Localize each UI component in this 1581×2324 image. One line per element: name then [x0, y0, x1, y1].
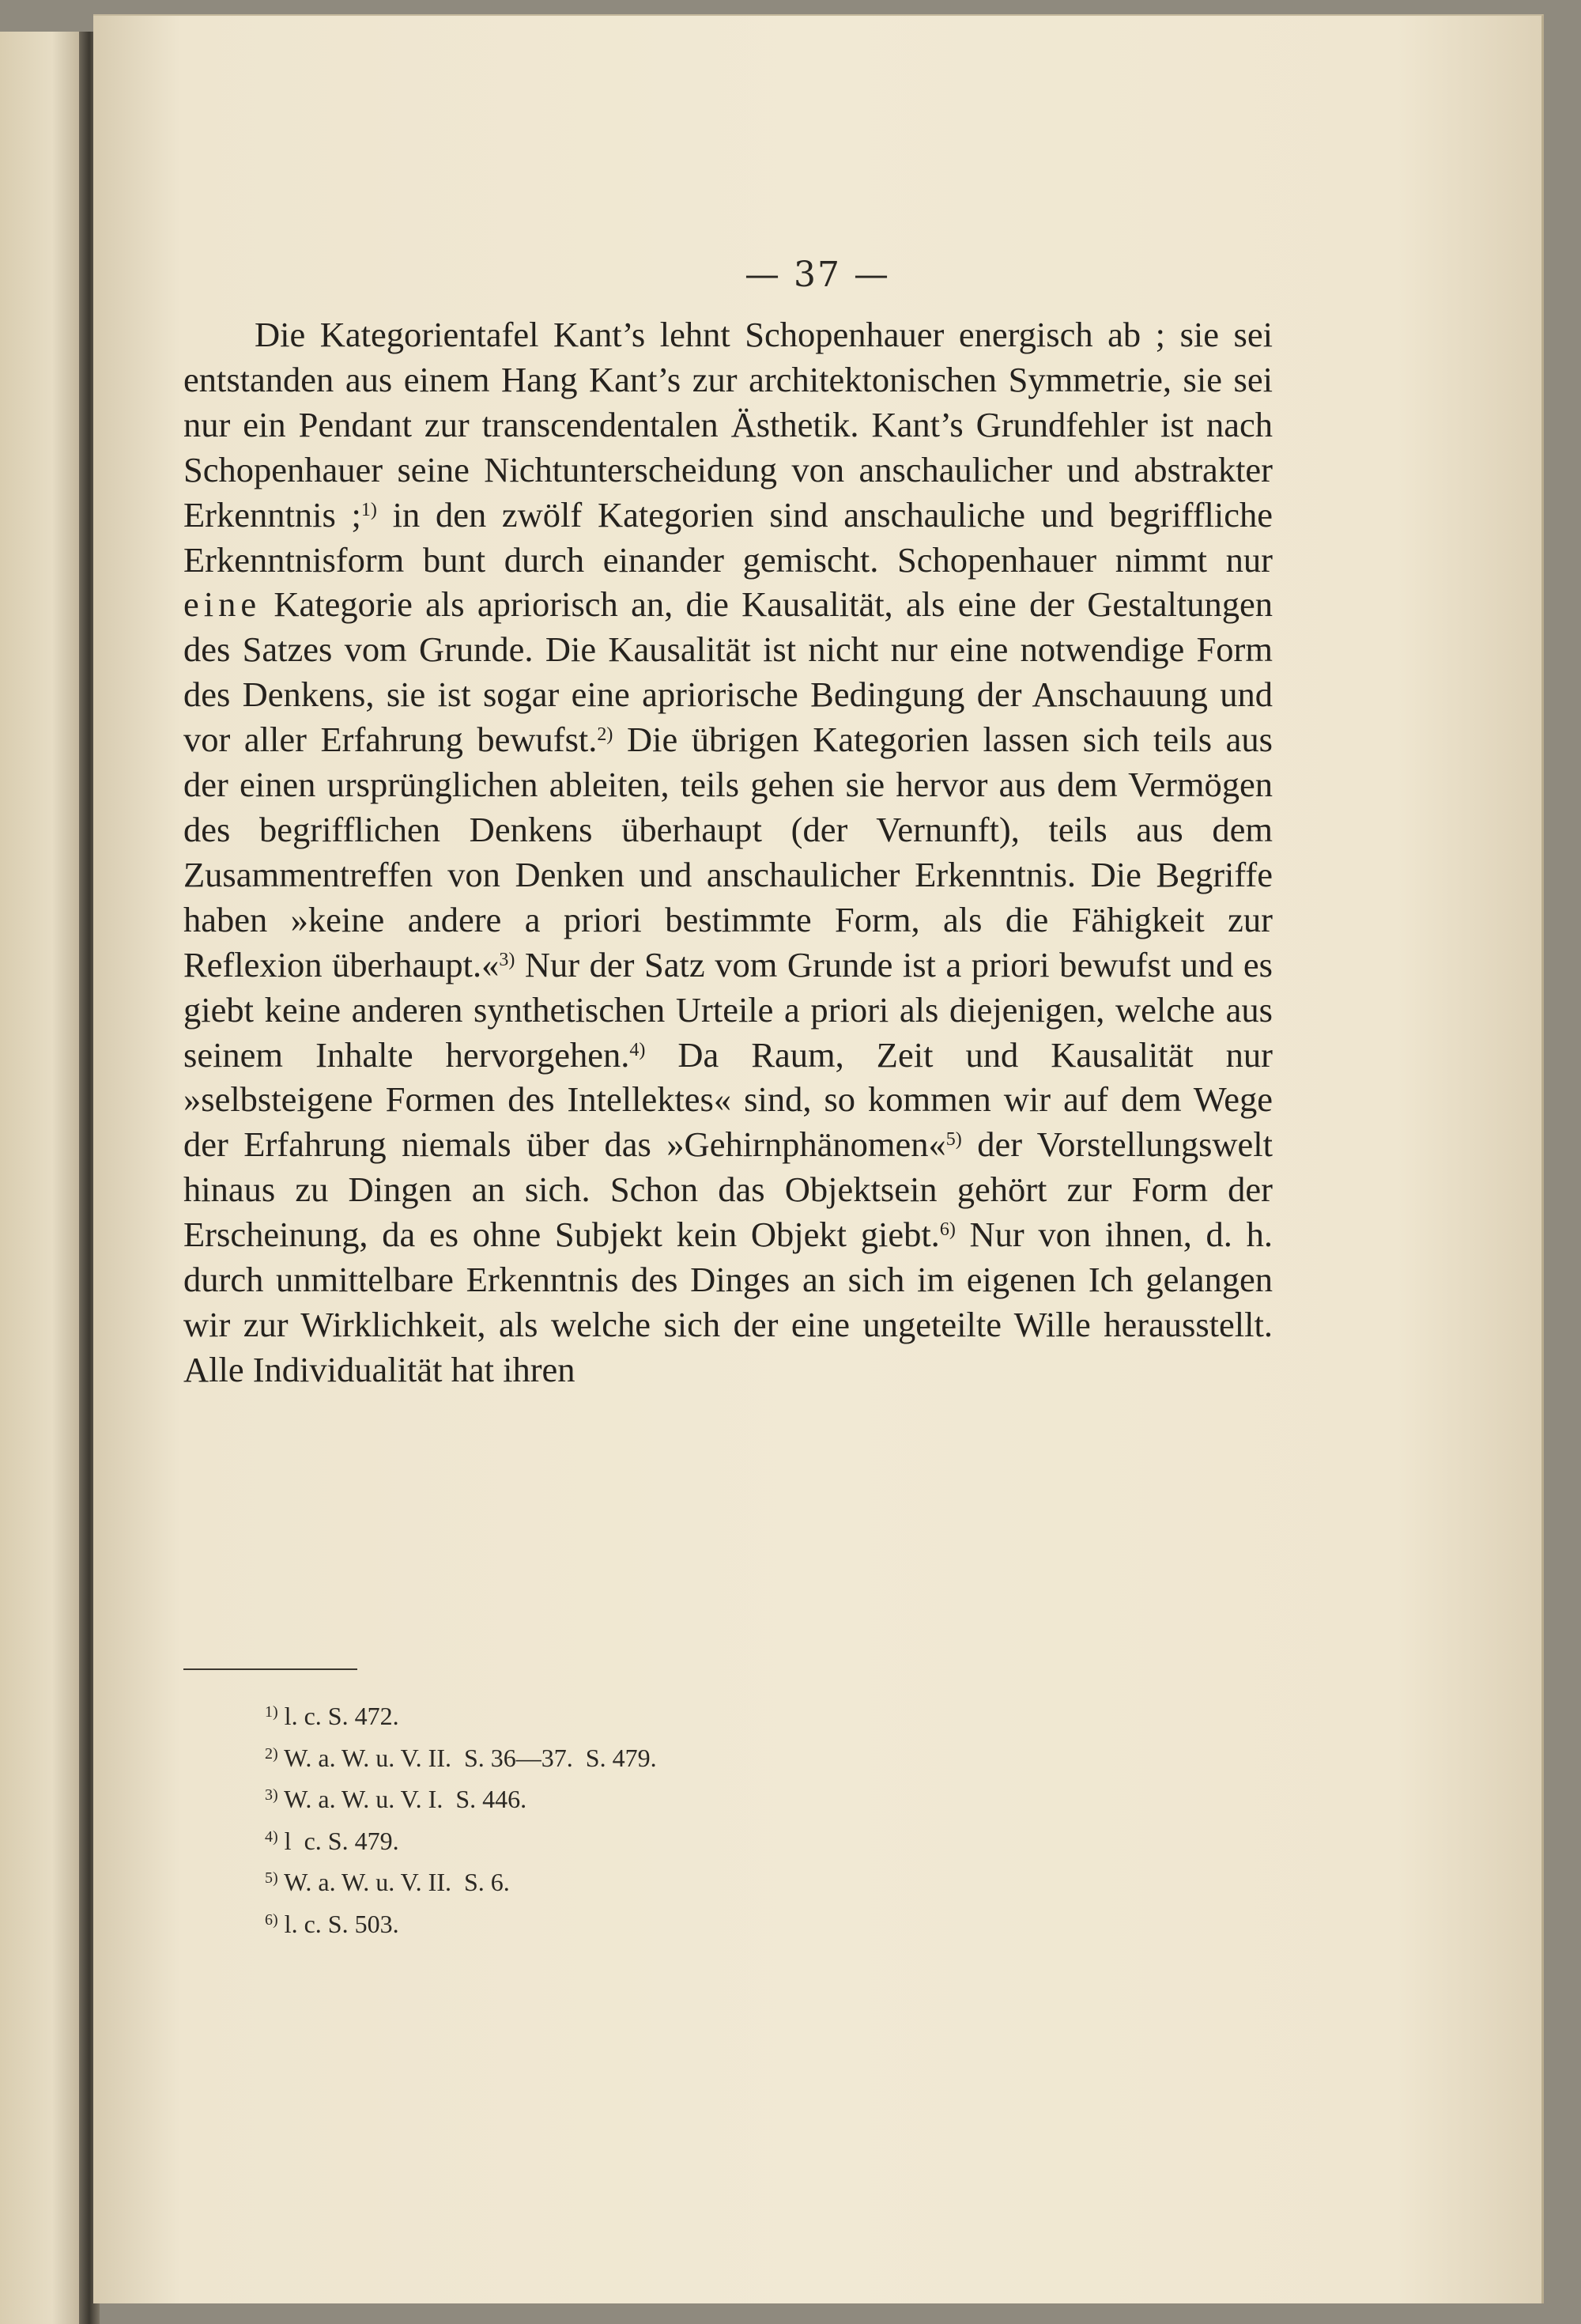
body-segment: in den zwölf Kategorien sind anschauliche und begriffliche Erkenntnisform bunt durch einander gemischt. Schopenhauer nimmt nur [183, 494, 1273, 580]
footnote-text: W. a. W. u. V. II. S. 6. [277, 1868, 510, 1896]
footnote-mark: 5) [265, 1869, 278, 1887]
footnote-ref: 4) [629, 1039, 646, 1060]
emphasized-word: eine [183, 584, 262, 625]
footnote-text: W. a. W. u. V. II. S. 36—37. S. 479. [277, 1743, 657, 1772]
page-number: — 37 — [745, 255, 890, 295]
footnote-ref: 2) [597, 724, 613, 746]
footnote-ref: 5) [945, 1129, 962, 1151]
footnote-ref: 6) [939, 1219, 956, 1241]
footnote [265, 1860, 657, 1902]
footnote-mark: 2) [265, 1744, 278, 1763]
footnote-list [265, 1694, 657, 1943]
footnote-ref: 1) [360, 499, 377, 520]
footnote-divider [183, 1668, 357, 1670]
footnote-text: l c. S. 479. [277, 1826, 399, 1855]
footnote-ref: 3) [499, 949, 515, 970]
footnote [265, 1819, 657, 1861]
body-paragraph [183, 312, 1273, 1393]
body-segment: Da Raum, Zeit und Kausalität nur »selbsteigene Formen des Intellektes« sind, so kommen wir auf dem Wege der Erfahrung niemals über das »Gehirnphänomen« [183, 1034, 1273, 1165]
body-segment: Die Kategorientafel Kant’s lehnt Schopenhauer energisch ab ; sie sei entstanden aus einem Hang Kant’s zur architektonischen Symmetrie, sie sei nur ein Pendant zur transcendentalen Ästhetik. Kant’s Grundfehler ist nach Schopenhauer seine Nichtunterscheidung von anschaulicher und abstrakter Erkenntnis ; [183, 315, 1273, 535]
footnote-mark: 1) [265, 1703, 278, 1721]
footnote-mark: 3) [265, 1786, 278, 1804]
footnote [265, 1777, 657, 1819]
main-text [183, 312, 1273, 1393]
footnote [265, 1694, 657, 1736]
footnote [265, 1736, 657, 1778]
body-segment: der Vorstellungswelt hinaus zu Dingen an sich. Schon das Objektsein gehört zur Form der Erscheinung, da es ohne Subjekt kein Objekt giebt. [183, 1124, 1273, 1255]
body-segment: Kategorie als apriorisch an, die Kausalität, als eine der Gestaltungen des Satzes vom Grunde. Die Kausalität ist nicht nur eine notwendige Form des Denkens, sie ist sogar eine apriorische Bedingung der Anschauung und vor aller Erfahrung bewufst. [183, 584, 1273, 760]
left-page-edge [0, 32, 87, 2324]
footnote-text: W. a. W. u. V. I. S. 446. [277, 1785, 527, 1813]
footnote-text: l. c. S. 503. [277, 1909, 399, 1938]
footnote-mark: 4) [265, 1827, 278, 1846]
footnote-text: l. c. S. 472. [277, 1702, 399, 1730]
body-segment: Nur der Satz vom Grunde ist a priori bewufst und es giebt keine anderen synthetischen Urteile a priori als diejenigen, welche aus seinem Inhalte hervorgehen. [183, 944, 1273, 1075]
body-segment: Nur von ihnen, d. h. durch unmittelbare Erkenntnis des Dinges an sich im eigenen Ich gelangen wir zur Wirklichkeit, als welche sich der eine ungeteilte Wille herausstellt. Alle Individualität hat ihren [183, 1215, 1273, 1389]
footnote [265, 1902, 657, 1944]
footnote-mark: 6) [265, 1910, 278, 1929]
body-segment: Die übrigen Kategorien lassen sich teils aus der einen ursprünglichen ableiten, teils gehen sie hervor aus dem Vermögen des begrifflichen Denkens überhaupt (der Vernunft), teils aus dem Zusammentreffen von Denken und anschaulicher Erkenntnis. Die Begriffe haben »keine andere a priori bestimmte Form, als die Fähigkeit zur Reflexion überhaupt.« [183, 720, 1273, 984]
